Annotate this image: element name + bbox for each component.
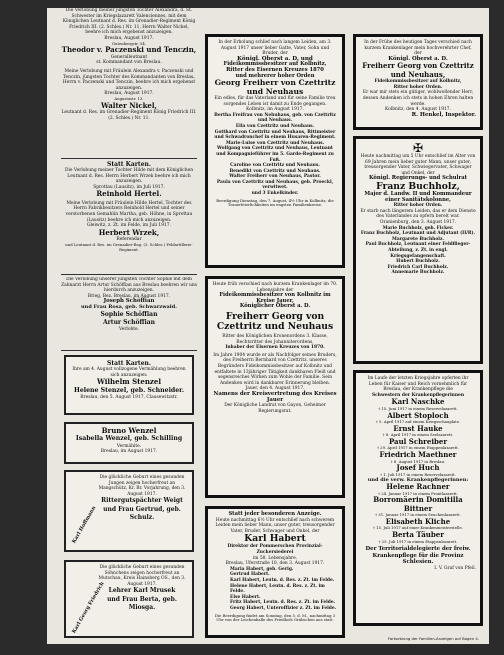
notice-death-czettritz-family: In der Erholung schlief nach langem Leiden, am 3. August 1917 unser lieber Gatte, Vater, Sohn und Bruder, der Königl. Oberst a. D. und Fideikommissbesitzer auf Kolbnitz, Ritter des Eisernen Kreuzes 1870 und mehrerer hoher Orden Georg Freiherr von Czettritz und Neuhaus Ein edles, für das Vaterland und für seine Familie treu sorgendes Leben ist damit zu Ende gegangen. Kolbnitz, im August 1917. Bertha Freifrau von Nehuhaus, geb. von Czettritz und Neuhaus. Ella von Czettritz und Neuhaus. Gotthard von Czettritz und Neuhaus, Rittmeister und Schwadronchef in einem Husaren-Regiment. Marie-Luise von Czettritz und Neuhaus. Wolfgang von Czettritz und Neuhaus, Leutnant und Kompagnieführer im 5. Garde-Regiment zu Fuß. Caroline von Czettritz und Neuhaus. Benedikt von Czettritz und Neuhaus. Walter Freiherr von Neuhaus, Pastor. Paula von Czettritz und Neuhaus, geb. Proeckl, verwitwet. und 3 Enkelkinder. Beerdigung Dienstag, den 7. August, 4½ Uhr in Kolbnitz; die Trauerfeierlichkeiten im engsten Familienkreise. <box>205 34 345 268</box>
mourner-line: Wolfgang von Czettritz und Neuhaus, Leutnant und Kompagnieführer im 5. Garde-Regiment zu Fuß. <box>216 146 334 163</box>
fallen-date: † 5. April 1917 auf einem Kriegsschauplatz. <box>375 418 461 424</box>
mourners-list <box>212 113 338 197</box>
mourner-line: Else Habert. <box>230 594 261 600</box>
notice-wedding-stenzel: Statt Karten. Ihre am 4. August vollzogene Vermählung beehren sich anzuzeigen: Wilhelm Stenzel Helene Stenzel, geb. Schneider. Breslau, den 5. August 1917, Clausewitzstr. <box>64 355 194 415</box>
mourner-line: Benedikt von Czettritz und Neuhaus. <box>229 168 321 174</box>
mourner-line: Ella von Czettritz und Neuhaus. <box>235 123 315 129</box>
fallen-date: † 8. August 1917 in Breslau. <box>390 458 446 464</box>
fallen-date: † 25. Juli 1917 in einem Etappenlazarett. <box>378 538 458 544</box>
fallen-name: Berta Täuber <box>392 530 444 540</box>
mourner-line: Walter Freiherr von Neuhaus, Pastor. <box>229 174 321 180</box>
notice-wedding-wenzel: Bruno Wenzel Isabella Wenzel, geb. Schilling Vermählte. Breslau, im August 1917. <box>64 422 194 464</box>
mourners-list <box>212 567 338 612</box>
fallen-name: Friedrich Maethner <box>379 450 457 460</box>
iron-cross-icon: ✠ <box>412 141 424 155</box>
notice-engagement-nickel: Die Verlobung meiner jüngsten Tochter Alexandra, d. St. Schwester im Kriegslazarett Valenciennes, mit dem Königlichen Leutnant d. Res. im Grenadier-Regiment König Friedrich III. (2. Schles.) Nr. 11, Herrn Walter Nickel, beehre ich mich ergebenst anzuzeigen. Breslau, August 1917. Gutenbergstr. 54. Theodor v. Paczenski und Tenczin, Generalleutnant st. Kommandant von Breslau. Meine Verlobung mit Fräulein Alexandra v. Paczenski und Tenczin, jüngsten Tochter des Kommandanten von Breslau, Herrn v. Paczenski und Tenczin, beehre ich mich ergebenst anzuzeigen. Breslau, August 1917. Augustastr. 13. Walter Nickel, Leutnant d. Res. im Grenadier-Regiment König Friedrich III. (2. Schles.) Nr. 11. <box>61 8 197 121</box>
fallen-date: † 15. Juli 1917 auf einer Krankenmeisterstelle. <box>373 525 463 531</box>
notice-death-buchholz: ✠ Heute nachmittag um 5 Uhr entschlief im Alter von 69 Jahren mein lieber guter Mann, unser guter, treusorgender Vater, Schwiegervater, Schwager und Onkel, der Königl. Regierungs- und Schulrat Franz Buchholz, Major d. Landw. II und Kommandeur einer Sanitätskolonne, Ritter hoher Orden. Er starb nach längerem Leiden, das er dem Dienste des Vaterlandes zu opfern bereit war. Oranienburg, den 3. August 1917. Marie Buchholz, geb. Ficker. Franz Buchholz, Leutnant und Adjutant (II/R). Margarete Buchholz. Paul Buchholz, Leutnant einer Feldflieger-Abteilung, z. Zt. in engl. Kriegsgefangenschaft. Hubert Buchholz. Friedrich Carl Buchholz. Annemarie Buchholz. <box>353 136 483 364</box>
page-footer: Fortsetzung der Familien-Anzeigen auf Bogen 4. <box>387 636 479 641</box>
mourner-line: Friedrich Carl Buchholz. <box>387 264 449 270</box>
notice-birth-mrusek: Karl Georg Friedrich Die glückliche Geburt eines gesunden Söhnchens zeigen hocherfreut an Mutschau, Kreis Hainsberg OS., den 3. August 1917. Lehrer Karl Mrusek und Frau Berta, geb. Miosga. <box>64 560 194 638</box>
fallen-name: Elisabeth Kliche <box>385 517 451 526</box>
mourner-line: Paul Buchholz, Leutnant einer Feldflieger-Abteilung, z. Zt. in engl. Kriegsgefangenschaft. <box>365 242 471 259</box>
mourner-line: Georg Habert, Unteroffizier z. Zt. im Felde. <box>230 605 337 611</box>
newspaper-page <box>47 8 489 644</box>
mourner-line: Marie Buchholz, geb. Ficker. <box>382 225 454 231</box>
fallen-list <box>360 483 476 544</box>
fallen-name: Helene Rachner <box>386 482 450 492</box>
notice-death-nurses: Im Laufe der letzten Kriegsjahre opferten ihr Leben für Kaiser und Reich vornehmlich für Breslau, der Krankenpflege die Schwestern der Krankenpflegerinnen Karl Naschke † 15. Juni 1917 in einem Reservelazarett. Albert Stoploch † 5. April 1917 auf einem Kriegsschauplatz. Ernst Hauke † 8. April 1917 in einem Seelazarett. Paul Schreiber † 29. April 1917 in einem Etappenlazarett. Friedrich Maethner † 8. August 1917 in Breslau. Josef Huch † 1. Juli 1917 in einem Reservelazarett. und die verw. Krankenpflegerinnen: Helene Rachner † 24. Januar 1917 in einem Frontlazarett. Borromäerin Domitilla Bittner † 31. Januar 1917 in einem Seuchenlazarett. Elisabeth Kliche † 15. Juli 1917 auf einer Krankenmeisterstelle. Berta Täuber † 25. Juli 1917 in einem Etappenlazarett. Der Territorialdelegierte der freiw. Krankenpflege für die Provinz Schlesien. I. V. Graf von Pfeil. <box>353 370 483 626</box>
fallen-date: † 1. Juli 1917 in einem Reservelazarett. <box>380 471 456 477</box>
side-name: Karl Georg Friedrich <box>71 580 106 635</box>
mourners-list <box>360 226 476 276</box>
mourner-line: Karl Habert, Leutn. d. Res. z. Zt. im Felde. <box>230 577 335 583</box>
fallen-list <box>360 398 476 477</box>
mourner-line: Annemarie Buchholz. <box>391 270 445 276</box>
fallen-date: † 29. April 1917 in einem Etappenlazarett. <box>377 445 459 451</box>
fallen-name: Josef Huch <box>396 463 440 473</box>
notice-engagement-schoeffian: Die Verlobung unserer jüngsten Tochter Sophie mit dem Zahnarzt Herrn Artur Schöffian aus Breslau beehren wir uns hierdurch anzuzeigen. Brieg, Bez. Breslau, im August 1917. Joseph Schöffian und Frau Rosa, geb. Schwarzwald. Sophie Schöffian Artur Schöffian Verlobte. <box>61 277 197 333</box>
mourner-line: Franz Buchholz, Leutnant und Adjutant (II/R). <box>360 231 476 237</box>
fallen-name: Karl Naschke <box>391 397 445 407</box>
mourner-line: Gotthard von Czettritz und Neuhaus, Rittmeister und Schwadronchef in einem Husaren-Regiment. <box>214 129 336 141</box>
mourner-line: Gertrud Habert. <box>230 572 270 578</box>
notice-engagement-wrzek: Statt Karten. Die Verlobung meiner Tochter Hilde mit dem Königlichen Leutnant d. Res. Herrn Herbert Wrzek beehre ich mich anzuzeigen. Sprottau (Lausitz), im Juli 1917. Reinhold Hertel. Meine Verlobung mit Fräulein Hilde Hertel, Tochter des Herrn Fabrikbesitzers Reinhold Hertel und seiner verstorbenen Gemahlin Martha, geb. Höhne, in Sprottau (Lausitz) beehre ich mich anzuzeigen. Gleiwitz, z. Zt. im Felde, im Juli 1917. Herbert Wrzek, Referendar und Leutnant d. Res. im Grenadier-Reg. (3. Schles.) Feldartillerie-Regiment. <box>64 161 194 252</box>
mourner-line: Helene Habert, Leutn. d. Res. z. Zt. im Felde. <box>230 583 325 595</box>
separator <box>61 274 197 275</box>
mourner-line: Marie-Luise von Czettritz und Neuhaus. <box>225 140 325 146</box>
side-name: Karl Hoffmann <box>71 505 98 545</box>
fallen-name: Albert Stoploch <box>387 410 449 420</box>
separator <box>61 350 197 351</box>
notice-death-czettritz-inspector: In der Frühe des heutigen Tages verschied nach kurzem Krankenlager mein hochverehrter Chef, der Königl. Oberst a. D. Freiherr Georg von Czettritz und Neuhaus, Fideikommissbesitzer auf Kolbnitz, Ritter hoher Orden. Er war mir stets ein gütiger, wohlwollender Herr, dessen Andenken ich stets in hohen Ehren halten werde. Kolbnitz, den 4. August 1917. R. Henkel, Inspektor. <box>353 34 483 130</box>
mourner-line: Caroline von Czettritz und Neuhaus. <box>230 163 320 169</box>
notice-death-czettritz-district: Heute früh verschied nach kurzem Krankenlager im 70. Lebensjahre der Fideikommissbesitzer von Kolbnitz im Kreise Jauer, Königlicher Oberst a. D. Freiherr Georg von Czettritz und Neuhaus Ritter des Königlichen Kronenordens 3. Klasse, Rechtsritter des Johanniterordens, Inhaber der Eisernen Kreuzes von 1870. Im Jahre 1904 wurde er als Nachfolger seines Bruders, des Freiherrn Bernhard von Czettritz, unseres Begründers Fideikommissbesitzer auf Kolbnitz und entfaltete in 13jähriger Tätigkeit dankbaren Fleiß und segensreiches Wirken zum Wohle der Familie. Sein Andenken wird in dankbarer Erinnerung bleiben. Jauer, den 4. August 1917. Namens der Kreisvertretung des Kreises Jauer Der Königliche Landrat von Gayon, Geheimer Regierungsrat. <box>205 276 345 498</box>
separator <box>61 158 197 159</box>
mourner-line: Maria Habert, geb. Gerig. <box>230 566 294 572</box>
mourner-line: Margarete Buchholz. <box>392 236 444 242</box>
fallen-name: Ernst Hauke <box>393 423 443 433</box>
fallen-name: Borromäerin Domitilla Bittner <box>373 495 463 513</box>
fallen-name: Paul Schreiber <box>388 436 448 446</box>
mourner-line: Hubert Buchholz. <box>396 259 440 265</box>
mourner-line: Bertha Freifrau von Nehuhaus, geb. von Czettritz und Neuhaus. <box>214 112 336 124</box>
fallen-date: † 24. Januar 1917 in einem Frontlazarett. <box>378 490 458 496</box>
mourner-line: Fritz Habert, Leutn. d. Res. z. Zt. im Felde. <box>230 600 336 606</box>
notice-death-habert: Statt jeder besonderen Anzeige. Heute nachmittag 6½ Uhr entschlief nach schwerem Leiden mein lieber Mann, unser guter, treusorgender Vater, Bruder, Schwager und Onkel, der Karl Habert Direktor der Pommerschen Provinzial-Zuckersiederei im 58. Lebensjahre. Breslau, Uferstraße 10, den 3. August 1917. Maria Habert, geb. Gerig. Gertrud Habert. Karl Habert, Leutn. d. Res. z. Zt. im Felde. Helene Habert, Leutn. d. Res. z. Zt. im Felde. Else Habert. Fritz Habert, Leutn. d. Res. z. Zt. im Felde. Georg Habert, Unteroffizier z. Zt. im Felde. Die Beerdigung findet am Sonntag, den 5. d. M., nachmittag 3 Uhr von der Leichenhalle des Friedhofs Gräbschen aus statt. <box>205 506 345 638</box>
fallen-date: † 15. Juni 1917 in einem Reservelazarett. <box>378 405 458 411</box>
mourner-line: Paula von Czettritz und Neuhaus, geb. Proeckl, verwitwet. <box>216 179 334 191</box>
fallen-date: † 8. April 1917 in einem Seelazarett. <box>382 432 454 438</box>
fallen-date: † 31. Januar 1917 in einem Seuchenlazarett. <box>375 512 461 518</box>
notice-birth-weigt: Karl Hoffmann Die glückliche Geburt eines gesunden Jungen zeigen hocherfreut an Mangschütz, Kr. Br. Vorjahrung, den 3. August 1917. Rittergutspächter Weigt und Frau Gertrud, geb. Schulz. <box>64 470 194 552</box>
mourner-line: und 3 Enkelkinder. <box>251 191 299 197</box>
